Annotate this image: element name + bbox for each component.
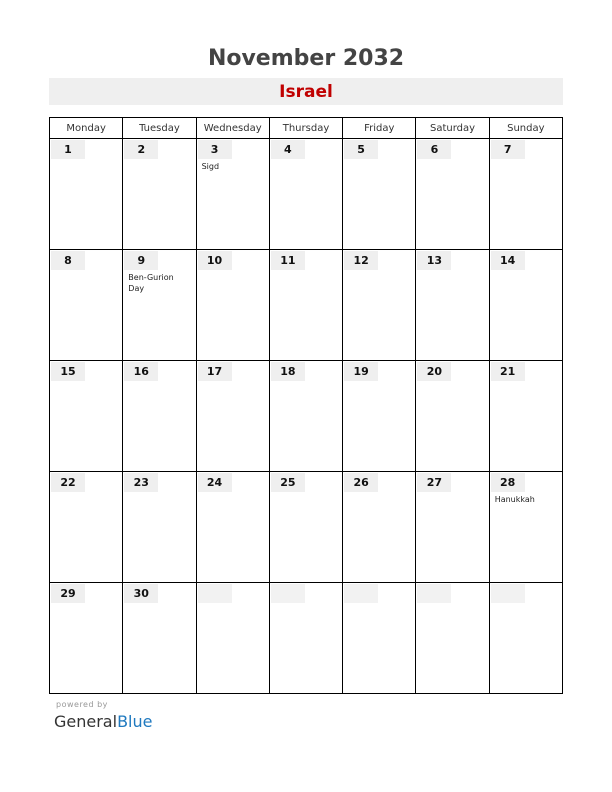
day-cell	[123, 250, 196, 361]
day-number: 14	[491, 251, 525, 270]
day-number: 6	[417, 140, 451, 159]
day-cell	[343, 583, 416, 694]
calendar-body	[50, 139, 563, 694]
day-number: 3	[198, 140, 232, 159]
brand-blue-text: Blue	[117, 712, 153, 731]
day-cell	[489, 361, 562, 472]
week-row	[50, 583, 563, 694]
day-number	[417, 584, 451, 603]
day-number	[491, 584, 525, 603]
day-number: 17	[198, 362, 232, 381]
day-cell	[196, 583, 269, 694]
day-cell	[489, 250, 562, 361]
week-row	[50, 139, 563, 250]
day-cell	[489, 472, 562, 583]
day-cell	[269, 139, 342, 250]
calendar-grid	[49, 117, 563, 694]
day-cell	[123, 361, 196, 472]
day-cell	[196, 361, 269, 472]
day-cell	[50, 472, 123, 583]
brand-general-text: General	[54, 712, 118, 731]
day-number: 20	[417, 362, 451, 381]
weekday-sunday: Sunday	[489, 118, 562, 139]
day-number: 11	[271, 251, 305, 270]
day-cell	[343, 139, 416, 250]
day-number: 8	[51, 251, 85, 270]
day-cell	[50, 139, 123, 250]
weekday-monday: Monday	[50, 118, 123, 139]
weekday-wednesday: Wednesday	[196, 118, 269, 139]
holiday-label: Hanukkah	[494, 495, 535, 504]
holiday-label: Sigd	[201, 162, 220, 171]
day-cell	[196, 250, 269, 361]
weekday-friday: Friday	[343, 118, 416, 139]
week-row	[50, 250, 563, 361]
day-number: 29	[51, 584, 85, 603]
day-number	[271, 584, 305, 603]
day-cell	[269, 361, 342, 472]
day-cell	[416, 361, 489, 472]
weekday-tuesday: Tuesday	[123, 118, 196, 139]
day-cell	[196, 472, 269, 583]
weekday-thursday: Thursday	[269, 118, 342, 139]
page-title: November 2032	[207, 46, 405, 71]
day-cell	[123, 472, 196, 583]
day-number: 12	[344, 251, 378, 270]
day-number: 9	[124, 251, 158, 270]
day-number: 19	[344, 362, 378, 381]
day-number: 30	[124, 584, 158, 603]
day-number: 13	[417, 251, 451, 270]
day-cell	[269, 583, 342, 694]
day-cell	[50, 250, 123, 361]
day-cell	[343, 472, 416, 583]
week-row	[50, 361, 563, 472]
day-cell	[269, 472, 342, 583]
day-number	[344, 584, 378, 603]
day-cell	[343, 361, 416, 472]
day-cell	[123, 583, 196, 694]
day-number: 27	[417, 473, 451, 492]
country-banner	[49, 78, 563, 105]
day-number: 16	[124, 362, 158, 381]
day-number: 1	[51, 140, 85, 159]
powered-by-text: powered by	[56, 700, 108, 709]
day-number: 4	[271, 140, 305, 159]
day-cell	[123, 139, 196, 250]
day-cell	[489, 583, 562, 694]
day-cell	[196, 139, 269, 250]
day-cell	[416, 583, 489, 694]
weekday-header-row	[50, 118, 563, 139]
day-number: 24	[198, 473, 232, 492]
day-cell	[343, 250, 416, 361]
weekday-saturday: Saturday	[416, 118, 489, 139]
day-cell	[416, 250, 489, 361]
day-number: 22	[51, 473, 85, 492]
day-number: 21	[491, 362, 525, 381]
week-row	[50, 472, 563, 583]
day-cell	[269, 250, 342, 361]
day-number: 28	[491, 473, 525, 492]
day-number: 25	[271, 473, 305, 492]
day-cell	[50, 583, 123, 694]
day-cell	[50, 361, 123, 472]
day-cell	[416, 472, 489, 583]
day-cell	[416, 139, 489, 250]
country-name: Israel	[279, 82, 333, 102]
generalblue-logo[interactable]	[54, 712, 152, 731]
day-number: 5	[344, 140, 378, 159]
day-cell	[489, 139, 562, 250]
day-number: 23	[124, 473, 158, 492]
day-number	[198, 584, 232, 603]
day-number: 15	[51, 362, 85, 381]
holiday-label: Ben-Gurion Day	[128, 273, 174, 293]
day-number: 7	[491, 140, 525, 159]
day-number: 2	[124, 140, 158, 159]
day-number: 26	[344, 473, 378, 492]
day-number: 10	[198, 251, 232, 270]
day-number: 18	[271, 362, 305, 381]
